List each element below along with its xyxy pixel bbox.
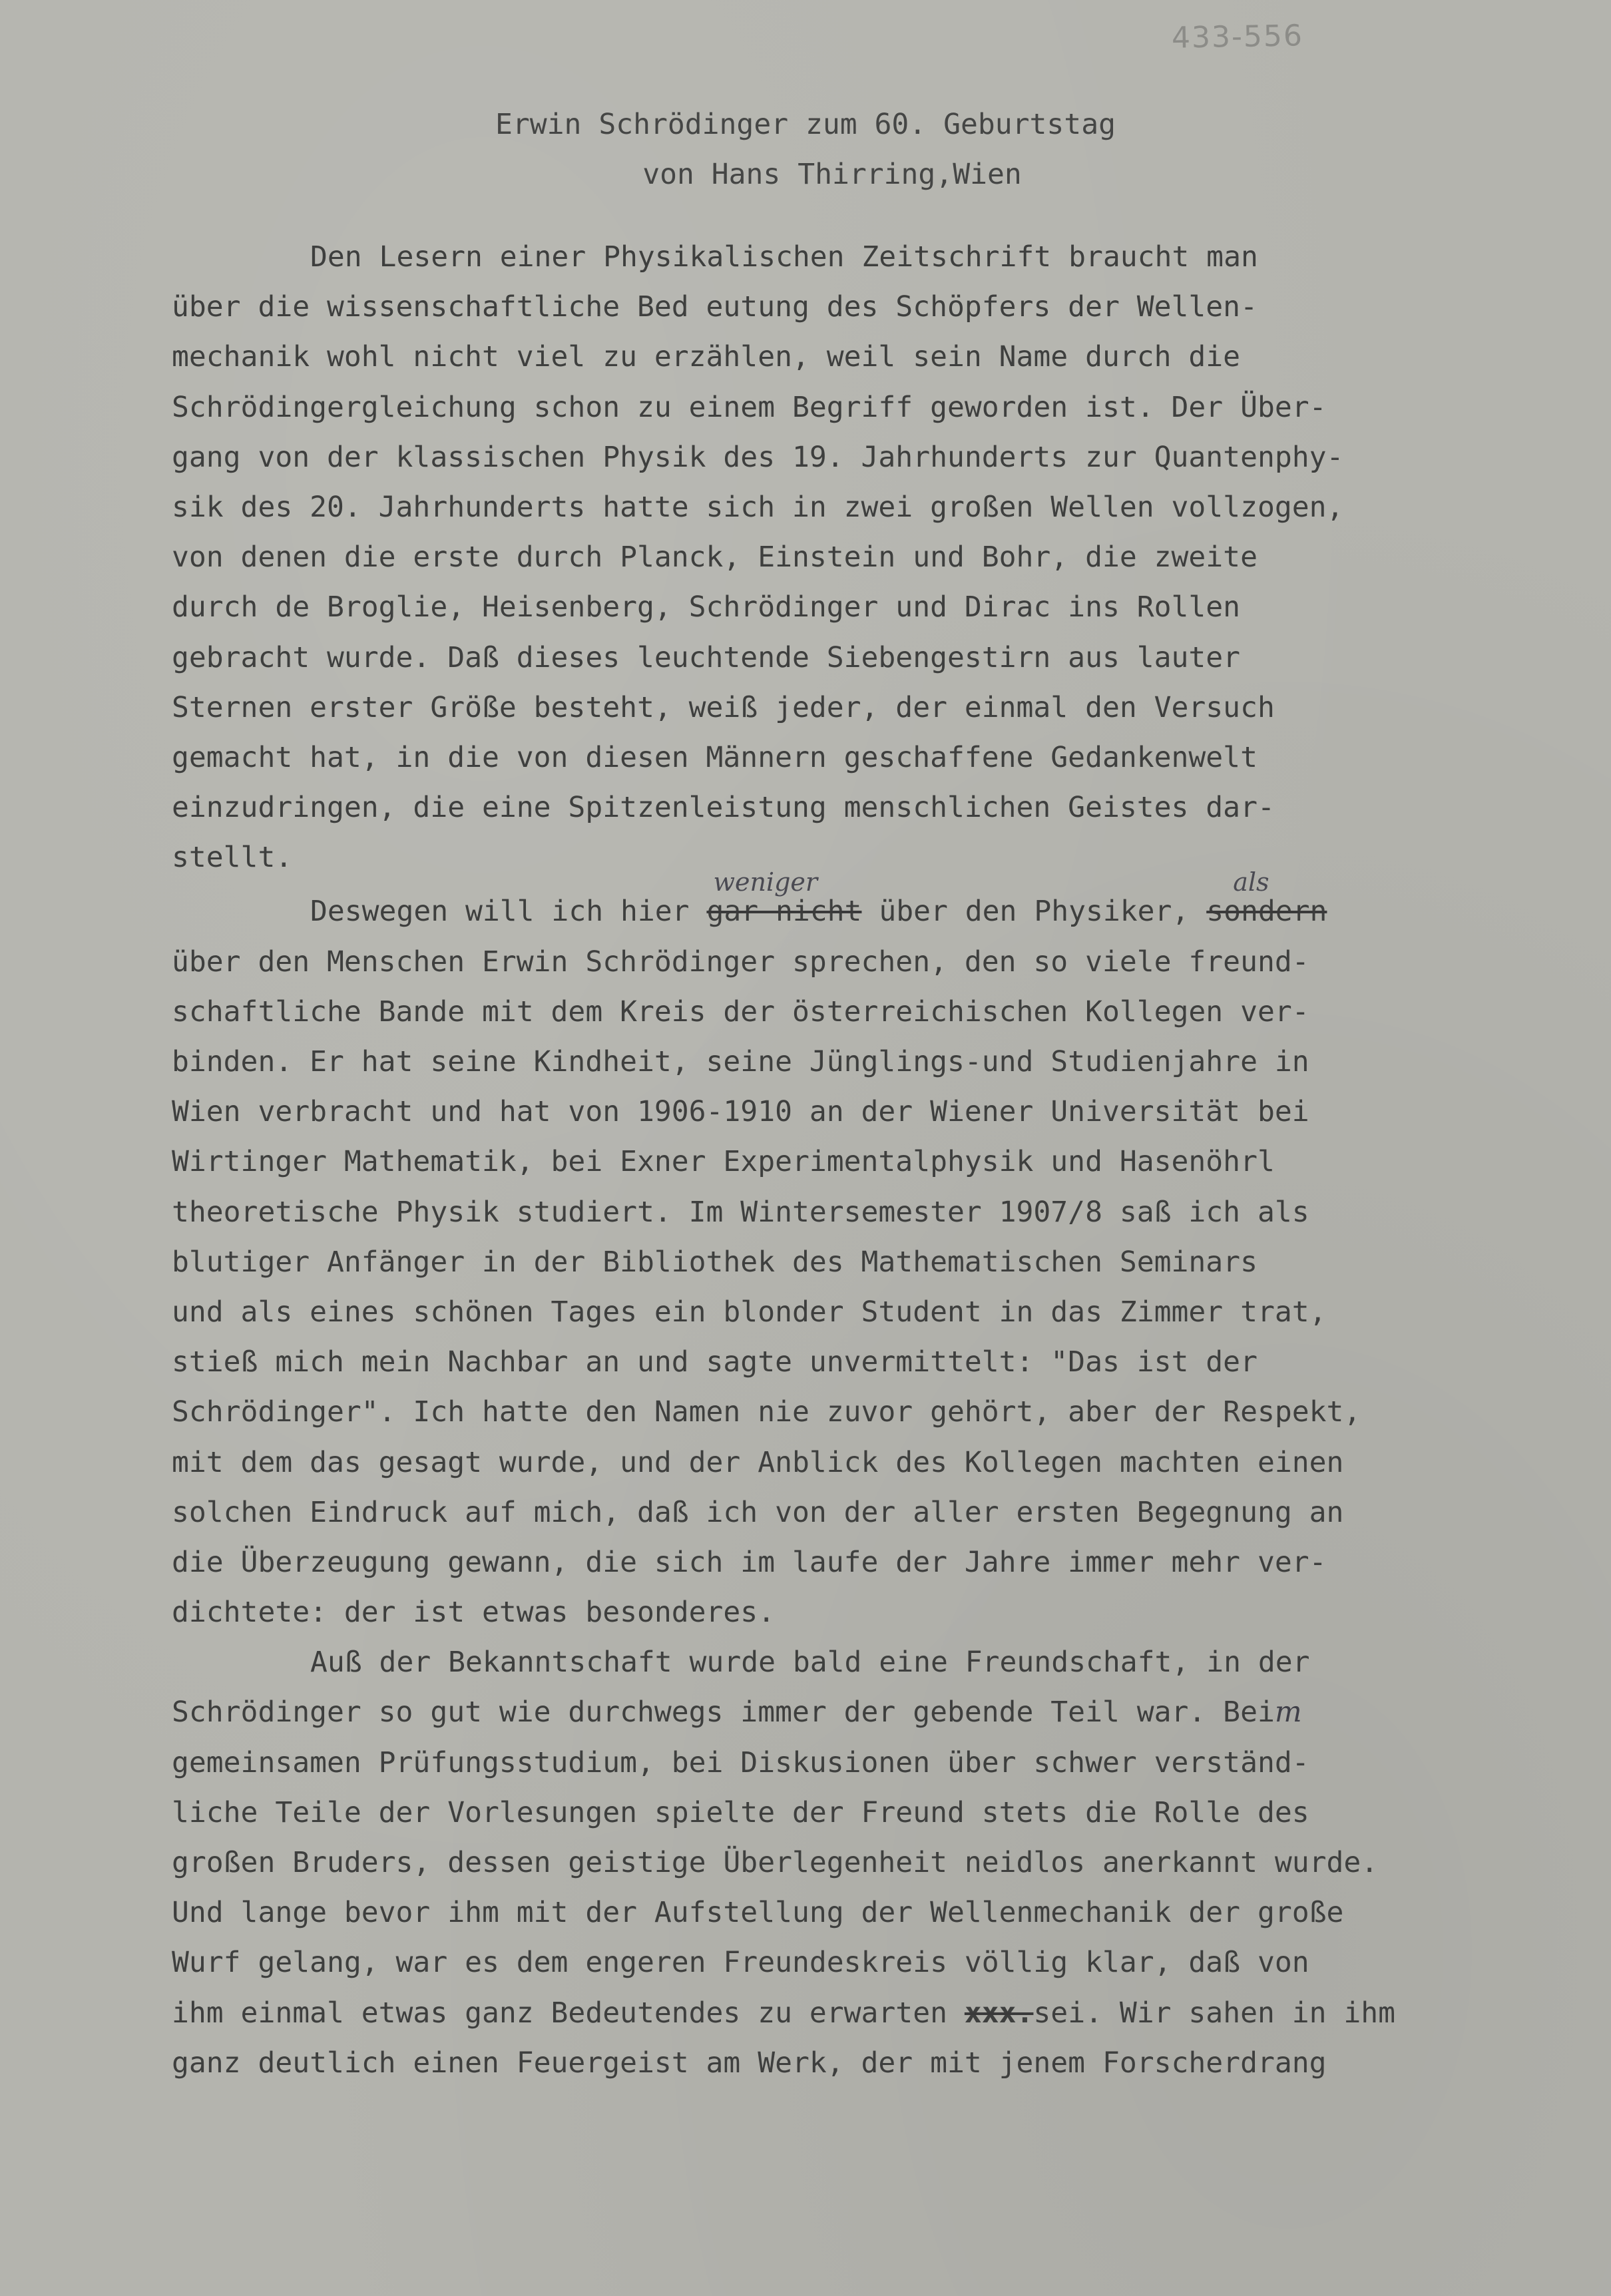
text-line: die Überzeugung gewann, die sich im laufe der Jahre immer mehr ver- <box>172 1545 1327 1579</box>
text-line: blutiger Anfänger in der Bibliothek des Mathematischen Seminars <box>172 1245 1258 1279</box>
text-line: Den Lesern einer Physikalischen Zeitschrift braucht man <box>310 240 1258 274</box>
text-line: dichtete: der ist etwas besonderes. <box>172 1596 776 1630</box>
text-line: durch de Broglie, Heisenberg, Schrödinger und Dirac ins Rollen <box>172 590 1241 624</box>
text-line: binden. Er hat seine Kindheit, seine Jünglings-und Studienjahre in <box>172 1045 1309 1078</box>
text-line: gemacht hat, in die von diesen Männern geschaffene Gedankenwelt <box>172 740 1258 774</box>
text-line: gang von der klassischen Physik des 19. Jahrhunderts zur Quantenphy- <box>172 440 1344 474</box>
text-line: liche Teile der Vorlesungen spielte der Freund stets die Rolle des <box>172 1795 1309 1829</box>
text-line: einzudringen, die eine Spitzenleistung menschlichen Geistes dar- <box>172 791 1275 825</box>
text-line: über die wissenschaftliche Bed eutung des Schöpfers der Wellen- <box>172 290 1258 324</box>
text-line: Wurf gelang, war es dem engeren Freundeskreis völlig klar, daß von <box>172 1946 1309 1980</box>
text-line: gemeinsamen Prüfungsstudium, bei Diskusionen über schwer verständ- <box>172 1745 1309 1779</box>
text-line: stieß mich mein Nachbar an und sagte unvermittelt: "Das ist der <box>172 1345 1258 1379</box>
text-line: Sternen erster Größe besteht, weiß jeder, der einmal den Versuch <box>172 690 1275 724</box>
text-line: Wien verbracht und hat von 1906-1910 an der Wiener Universität bei <box>172 1095 1309 1129</box>
text-line: Auß der Bekanntschaft wurde bald eine Freundschaft, in der <box>310 1646 1310 1680</box>
text-line: ganz deutlich einen Feuergeist am Werk, der mit jenem Forscherdrang <box>172 2046 1327 2080</box>
body-text <box>172 232 1603 2088</box>
text-line: von denen die erste durch Planck, Einstein und Bohr, die zweite <box>172 541 1258 574</box>
text-line: Schrödingergleichung schon zu einem Begriff geworden ist. Der Über- <box>172 390 1327 424</box>
document-title <box>0 100 1611 200</box>
handwritten-insertion: als <box>1233 867 1269 897</box>
text-line: und als eines schönen Tages ein blonder Student in das Zimmer trat, <box>172 1295 1327 1329</box>
handwritten-insertion: weniger <box>713 867 818 897</box>
struck-text: xxx. <box>964 1996 1034 2030</box>
text-line: sik des 20. Jahrhunderts hatte sich in zwei großen Wellen vollzogen, <box>172 490 1344 524</box>
struck-text: gar nicht <box>706 895 862 929</box>
text-line: theoretische Physik studiert. Im Wintersemester 1907/8 saß ich als <box>172 1195 1309 1229</box>
text-line: großen Bruders, dessen geistige Überlegenheit neidlos anerkannt wurde. <box>172 1846 1379 1879</box>
handwritten-insertion: m <box>1274 1696 1302 1729</box>
title-line-1: Erwin Schrödinger zum 60. Geburtstag <box>495 108 1116 141</box>
text-line: Schrödinger". Ich hatte den Namen nie zuvor gehört, aber der Respekt, <box>172 1395 1361 1429</box>
text-line-with-correction: Schrödinger so gut wie durchwegs immer der gebende Teil war. Beim <box>172 1696 1302 1729</box>
text-line: solchen Eindruck auf mich, daß ich von der aller ersten Begegnung an <box>172 1495 1344 1529</box>
text-line: mechanik wohl nicht viel zu erzählen, weil sein Name durch die <box>172 340 1241 374</box>
text-line: schaftliche Bande mit dem Kreis der österreichischen Kollegen ver- <box>172 995 1309 1029</box>
text-line: gebracht wurde. Daß dieses leuchtende Siebengestirn aus lauter <box>172 640 1241 674</box>
text-line: stellt. <box>172 841 293 875</box>
text-line-with-corrections: Deswegen will ich hier weniger gar nicht über den Physiker, als sondern <box>172 887 1603 937</box>
text-line: Und lange bevor ihm mit der Aufstellung der Wellenmechanik der große <box>172 1896 1344 1930</box>
text-line-with-correction: ihm einmal etwas ganz Bedeutendes zu erwarten xxx.sei. Wir sahen in ihm <box>172 1996 1396 2030</box>
text-line: Wirtinger Mathematik, bei Exner Experimentalphysik und Hasenöhrl <box>172 1145 1275 1179</box>
archive-number-annotation: 433-556 <box>1171 19 1304 55</box>
text-line: mit dem das gesagt wurde, und der Anblick des Kollegen machten einen <box>172 1445 1344 1479</box>
struck-text: sondern <box>1206 895 1327 929</box>
text-line: über den Menschen Erwin Schrödinger sprechen, den so viele freund- <box>172 945 1309 979</box>
author-line: von Hans Thirring,Wien <box>642 158 1022 191</box>
